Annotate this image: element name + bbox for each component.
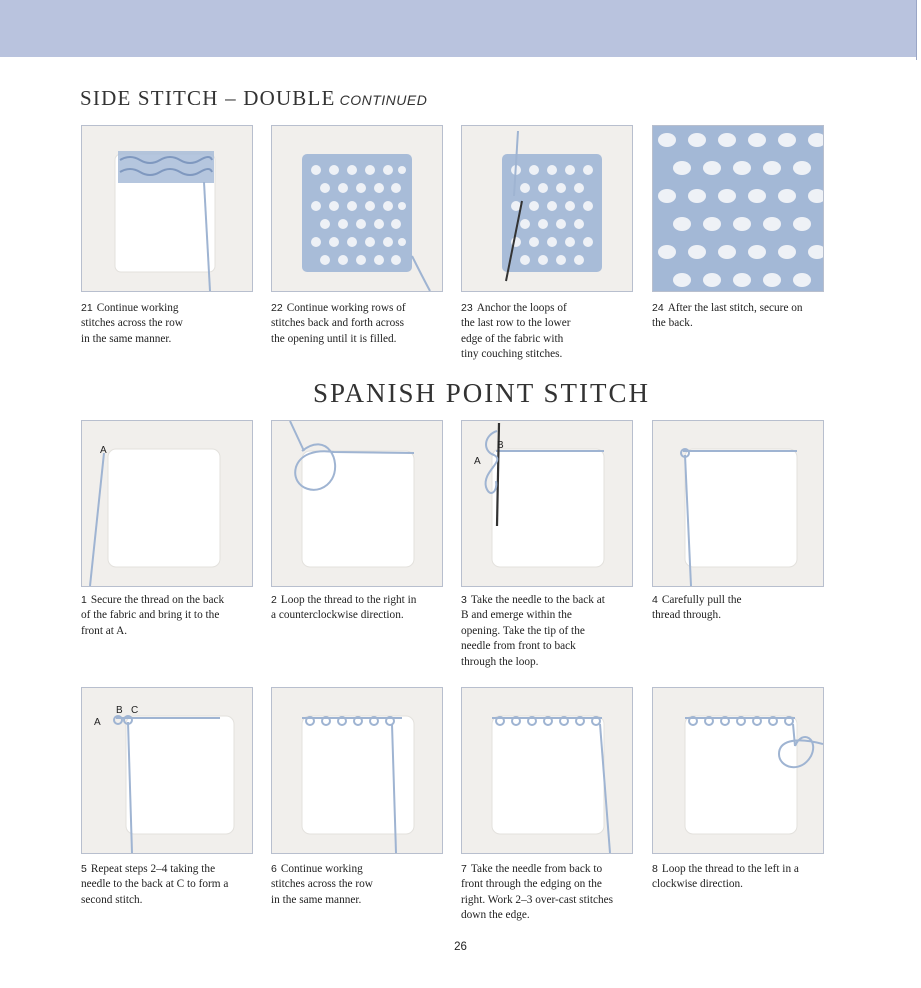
step-number: 8 — [652, 863, 658, 875]
point-label: A — [94, 717, 101, 728]
section-title-text: SIDE STITCH – DOUBLE — [80, 86, 336, 110]
step-3-caption — [461, 593, 637, 670]
step-text: After the last stitch, secure on the back. — [652, 302, 803, 330]
point-label: C — [131, 705, 139, 716]
step-6-photo — [271, 687, 443, 854]
step-number: 7 — [461, 863, 467, 875]
section-title-suffix: CONTINUED — [339, 92, 428, 108]
step-24-photo — [652, 125, 824, 292]
step-2-caption — [271, 593, 447, 624]
step-number: 24 — [652, 302, 664, 314]
step-number: 6 — [271, 863, 277, 875]
step-text: Carefully pull the thread through. — [652, 594, 742, 622]
point-label: B — [116, 705, 123, 716]
step-text: Anchor the loops of the last row to the lower edge of the fabric with tiny couching stitches. — [461, 302, 571, 361]
step-text: Continue working stitches across the row in the same manner. — [81, 302, 183, 345]
step-text: Loop the thread to the left in a clockwise direction. — [652, 863, 799, 891]
step-5-caption — [81, 862, 257, 908]
step-number: 3 — [461, 594, 467, 606]
step-4-photo — [652, 420, 824, 587]
step-text: Secure the thread on the back of the fabric and bring it to the front at A. — [81, 594, 225, 637]
section-title — [80, 86, 427, 111]
step-3-photo — [461, 420, 633, 587]
step-2-photo — [271, 420, 443, 587]
step-number: 5 — [81, 863, 87, 875]
step-number: 4 — [652, 594, 658, 606]
step-8-caption — [652, 862, 828, 893]
step-text: Continue working stitches across the row in the same manner. — [271, 863, 373, 906]
step-text: Take the needle from back to front through the edging on the right. Work 2–3 over-cast stitches down the edge. — [461, 863, 614, 922]
point-label: A — [100, 445, 107, 456]
page-edge — [916, 0, 921, 60]
step-text: Take the needle to the back at B and emerge within the opening. Take the tip of the needle from front to back through the loop. — [461, 594, 605, 668]
step-1-caption — [81, 593, 257, 639]
step-1-photo — [81, 420, 253, 587]
point-label: B — [497, 440, 504, 451]
step-5-photo — [81, 687, 253, 854]
step-number: 1 — [81, 594, 87, 606]
step-22-caption — [271, 301, 447, 347]
header-band — [0, 0, 916, 57]
step-24-caption — [652, 301, 828, 332]
step-21-photo — [81, 125, 253, 292]
page-number: 26 — [454, 941, 467, 953]
step-number: 21 — [81, 302, 93, 314]
step-number: 23 — [461, 302, 473, 314]
point-label: A — [474, 456, 481, 467]
step-21-caption — [81, 301, 257, 347]
step-23-caption — [461, 301, 637, 363]
step-7-caption — [461, 862, 637, 924]
step-23-photo — [461, 125, 633, 292]
step-6-caption — [271, 862, 447, 908]
step-number: 22 — [271, 302, 283, 314]
step-text: Repeat steps 2–4 taking the needle to the back at C to form a second stitch. — [81, 863, 229, 906]
step-22-photo — [271, 125, 443, 292]
step-8-photo — [652, 687, 824, 854]
step-4-caption — [652, 593, 828, 624]
step-text: Loop the thread to the right in a counterclockwise direction. — [271, 594, 417, 622]
step-7-photo — [461, 687, 633, 854]
step-number: 2 — [271, 594, 277, 606]
main-title: SPANISH POINT STITCH — [312, 378, 651, 408]
step-text: Continue working rows of stitches back and forth across the opening until it is filled. — [271, 302, 406, 345]
